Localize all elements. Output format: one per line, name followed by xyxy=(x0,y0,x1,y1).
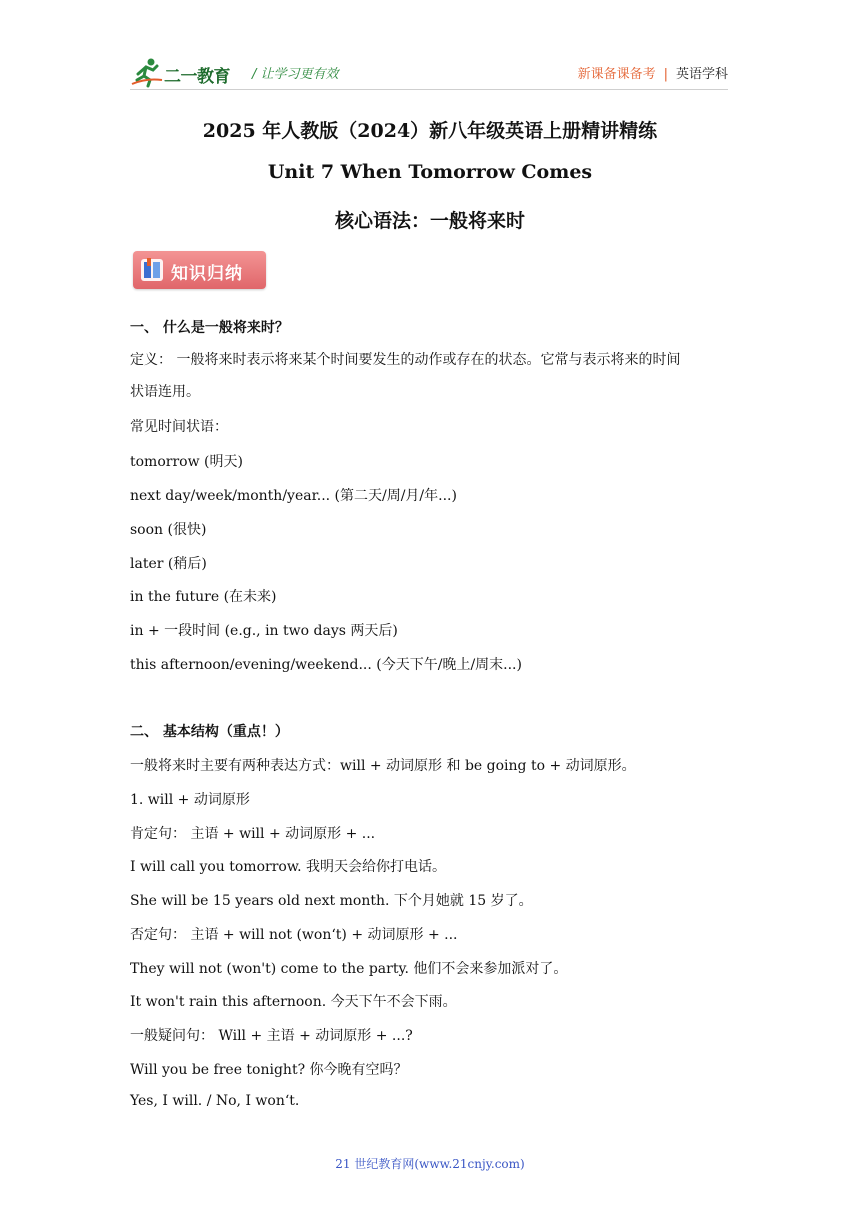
structure-intro: 一般将来时主要有两种表达方式：will + 动词原形 和 be going to + 动词原形。 xyxy=(130,758,636,774)
header-right xyxy=(578,63,728,82)
slogan: / 让学习更有效 xyxy=(252,67,339,82)
example-sentence: Will you be free tonight? 你今晚有空吗？ xyxy=(130,1062,408,1078)
subheading-will: 1. will + 动词原形 xyxy=(130,792,250,808)
book-icon xyxy=(140,257,164,283)
list-item: in the future (在未来) xyxy=(130,589,277,605)
definition-line-cont: 状语连用。 xyxy=(130,384,200,400)
list-item: tomorrow (明天) xyxy=(130,454,243,470)
runner-logo-icon xyxy=(130,56,164,88)
affirmative-pattern: 肯定句： 主语 + will + 动词原形 + ... xyxy=(130,826,376,842)
grammar-title: 核心语法：一般将来时 xyxy=(334,210,525,232)
time-adverbials-label: 常见时间状语： xyxy=(130,419,228,435)
section-badge xyxy=(133,251,266,289)
list-item: soon (很快) xyxy=(130,522,207,538)
header-separator: | xyxy=(663,67,668,82)
header-divider xyxy=(130,89,728,90)
page-header xyxy=(130,56,728,90)
section-heading-1: 一、 什么是一般将来时？ xyxy=(130,320,289,336)
header-tag-prep: 新课备课备考 xyxy=(577,67,656,82)
negative-pattern: 否定句： 主语 + will not (won‘t) + 动词原形 + ... xyxy=(130,927,458,943)
example-sentence: They will not (won't) come to the party. 他们不会来参加派对了。 xyxy=(130,961,568,977)
definition-line: 定义： 一般将来时表示将来某个时间要发生的动作或存在的状态。它常与表示将来的时间 xyxy=(130,352,681,368)
list-item: later (稍后) xyxy=(130,556,207,572)
example-answer: Yes, I will. / No, I won‘t. xyxy=(130,1093,300,1109)
badge-label: 知识归纳 xyxy=(171,264,243,284)
list-item: next day/week/month/year... (第二天/周/月/年...) xyxy=(130,488,457,504)
logo-text: 二一教育 xyxy=(164,67,230,87)
example-sentence: It won't rain this afternoon. 今天下午不会下雨。 xyxy=(130,994,457,1010)
logo xyxy=(130,56,240,88)
list-item: in + 一段时间 (e.g., in two days 两天后) xyxy=(130,623,398,639)
example-sentence: She will be 15 years old next month. 下个月她就 15 岁了。 xyxy=(130,893,533,909)
page-footer: 21 世纪教育网(www.21cnjy.com) xyxy=(335,1157,525,1171)
doc-title: 2025 年人教版（2024）新八年级英语上册精讲精练 xyxy=(202,120,658,142)
question-pattern: 一般疑问句： Will + 主语 + 动词原形 + ...? xyxy=(130,1028,413,1044)
unit-title: Unit 7 When Tomorrow Comes xyxy=(267,161,593,183)
header-tag-subject: 英语学科 xyxy=(675,67,728,82)
section-heading-2: 二、 基本结构（重点！） xyxy=(130,724,289,740)
example-sentence: I will call you tomorrow. 我明天会给你打电话。 xyxy=(130,859,447,875)
list-item: this afternoon/evening/weekend... (今天下午/晚上/周末...) xyxy=(130,657,522,673)
